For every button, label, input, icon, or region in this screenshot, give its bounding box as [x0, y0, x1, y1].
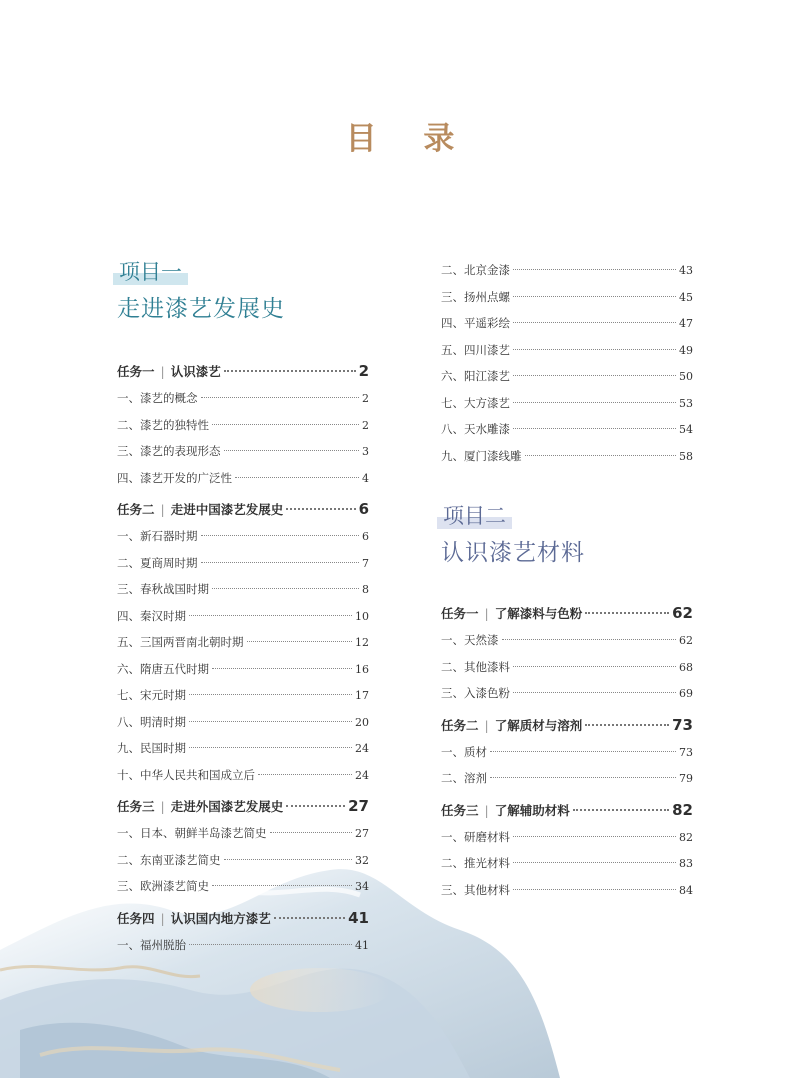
toc-item[interactable]: 三、春秋战国时期 8 [117, 582, 369, 596]
project-two-header [441, 502, 585, 568]
toc-item[interactable]: 六、隋唐五代时期 16 [117, 661, 369, 676]
toc-task-entry[interactable]: 任务三 | 走进外国漆艺发展史 27 [117, 793, 369, 820]
toc-item[interactable]: 五、三国两晋南北朝时期 12 [117, 635, 369, 649]
toc-item[interactable]: 三、入漆色粉 69 [441, 686, 693, 700]
toc-item[interactable]: 三、漆艺的表现形态 3 [117, 444, 369, 458]
toc-task-entry[interactable]: 任务二 | 了解质材与溶剂 73 [441, 712, 693, 739]
toc-item[interactable]: 七、大方漆艺 53 [441, 395, 693, 410]
toc-item[interactable]: 一、天然漆 62 [441, 633, 693, 647]
task-title: 走进外国漆艺发展史 [170, 799, 284, 814]
toc-item[interactable]: 二、推光材料 83 [441, 856, 693, 870]
task-page: 73 [672, 715, 693, 734]
task-page: 62 [672, 604, 693, 622]
task-title: 了解漆料与色粉 [494, 606, 583, 621]
toc-item[interactable]: 一、质材 73 [441, 744, 693, 759]
toc-item[interactable]: 一、日本、朝鲜半岛漆艺简史 27 [117, 826, 369, 840]
toc-task-entry[interactable]: 任务一 | 认识漆艺 2 [117, 358, 369, 385]
toc-item[interactable]: 八、明清时期 20 [117, 714, 369, 729]
project-one-title: 走进漆艺发展史 [117, 296, 285, 322]
toc-item[interactable]: 九、民国时期 24 [117, 741, 369, 755]
toc-task-entry[interactable]: 任务二 | 走进中国漆艺发展史 6 [117, 496, 369, 523]
toc-item[interactable]: 一、新石器时期 6 [117, 529, 369, 543]
task-label: 任务四 [117, 910, 155, 926]
toc-item[interactable]: 二、其他漆料 68 [441, 659, 693, 674]
toc-task-entry[interactable]: 任务三 | 了解辅助材料 82 [441, 797, 693, 824]
toc-item[interactable]: 三、欧洲漆艺简史 34 [117, 879, 369, 893]
project-one-label: 项目一 [119, 260, 182, 284]
task-page: 2 [358, 362, 369, 380]
toc-item[interactable]: 四、秦汉时期 10 [117, 608, 369, 623]
task-label: 任务三 [117, 799, 155, 814]
toc-task-entry[interactable]: 任务一 | 了解漆料与色粉 62 [441, 600, 693, 627]
task-label: 任务二 [441, 717, 479, 733]
toc-item[interactable]: 六、阳江漆艺 50 [441, 369, 693, 383]
toc-item[interactable]: 二、夏商周时期 7 [117, 555, 369, 570]
right-toc-column [441, 600, 693, 903]
task-title: 了解质材与溶剂 [494, 717, 583, 733]
toc-item[interactable]: 四、平遥彩绘 47 [441, 316, 693, 330]
task-page: 41 [348, 908, 369, 927]
toc-item[interactable]: 一、福州脱胎 41 [117, 937, 369, 952]
toc-item[interactable]: 四、漆艺开发的广泛性 4 [117, 470, 369, 485]
toc-item[interactable]: 二、漆艺的独特性 2 [117, 417, 369, 432]
task-label: 任务一 [117, 364, 155, 379]
toc-item[interactable]: 八、天水雕漆 54 [441, 422, 693, 436]
task-page: 27 [348, 797, 369, 815]
toc-item[interactable]: 一、研磨材料 82 [441, 829, 693, 844]
task-page: 82 [672, 800, 693, 819]
toc-item[interactable]: 三、扬州点螺 45 [441, 289, 693, 304]
toc-item[interactable]: 十、中华人民共和国成立后 24 [117, 767, 369, 782]
left-toc-column [117, 358, 369, 958]
project-one-header [117, 258, 285, 324]
toc-item[interactable]: 二、东南亚漆艺简史 32 [117, 852, 369, 867]
toc-task-entry[interactable]: 任务四 | 认识国内地方漆艺 41 [117, 905, 369, 932]
task-page: 6 [358, 500, 369, 518]
toc-item[interactable]: 三、其他材料 84 [441, 882, 693, 897]
toc-item[interactable]: 二、北京金漆 43 [441, 263, 693, 277]
task-label: 任务一 [441, 606, 479, 621]
project-two-label: 项目二 [443, 504, 506, 528]
toc-item[interactable]: 五、四川漆艺 49 [441, 342, 693, 357]
toc-item[interactable]: 一、漆艺的概念 2 [117, 391, 369, 405]
task-label: 任务三 [441, 802, 479, 818]
task-title: 认识漆艺 [170, 364, 221, 379]
task-title: 了解辅助材料 [494, 802, 570, 818]
toc-item[interactable]: 七、宋元时期 17 [117, 688, 369, 702]
toc-item[interactable]: 九、厦门漆线雕 58 [441, 448, 693, 463]
task-title: 认识国内地方漆艺 [170, 910, 271, 926]
right-toc-continued [441, 257, 693, 469]
project-two-title: 认识漆艺材料 [441, 540, 585, 566]
task-label: 任务二 [117, 502, 155, 517]
toc-item[interactable]: 二、溶剂 79 [441, 771, 693, 785]
page-title: 目 录 [345, 121, 473, 157]
task-title: 走进中国漆艺发展史 [170, 502, 284, 517]
